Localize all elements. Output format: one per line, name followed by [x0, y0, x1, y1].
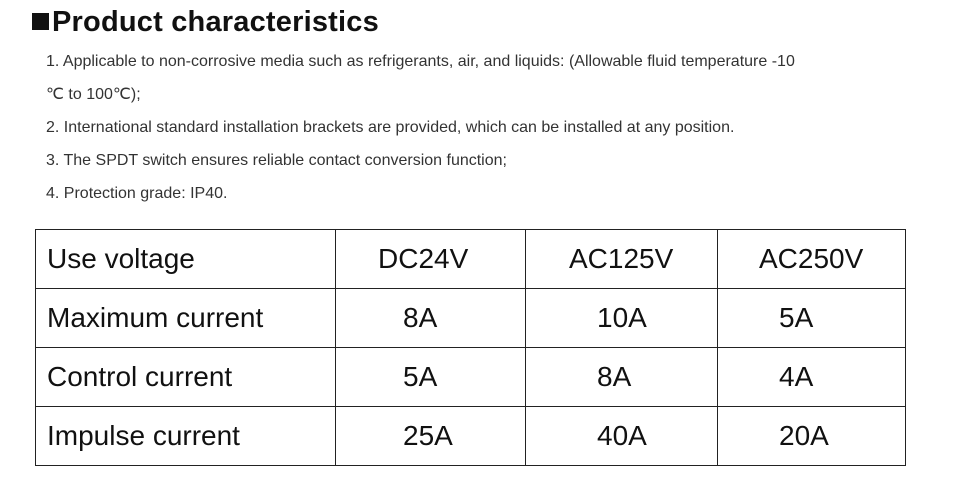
table-cell: 8A — [336, 289, 526, 348]
row-label: Use voltage — [36, 230, 336, 289]
table-cell: 25A — [336, 407, 526, 466]
table-cell: 10A — [526, 289, 718, 348]
table-row-impulse-current — [36, 407, 906, 466]
black-square-bullet-icon — [32, 13, 49, 30]
table-cell: AC250V — [718, 230, 906, 289]
table-cell: 5A — [336, 348, 526, 407]
row-label: Maximum current — [36, 289, 336, 348]
feature-line: 3. The SPDT switch ensures reliable contact conversion function; — [46, 152, 507, 169]
table-cell: 4A — [718, 348, 906, 407]
table-cell: 8A — [526, 348, 718, 407]
row-label: Impulse current — [36, 407, 336, 466]
specification-table — [35, 229, 906, 466]
feature-list — [46, 46, 926, 211]
table-cell: 20A — [718, 407, 906, 466]
feature-line: 1. Applicable to non-corrosive media such as refrigerants, air, and liquids: (Allowable fluid temperature -10 — [46, 53, 795, 70]
table-row-maximum-current — [36, 289, 906, 348]
table-row-control-current — [36, 348, 906, 407]
table-cell: 40A — [526, 407, 718, 466]
section-heading — [32, 6, 379, 39]
section-title: Product characteristics — [52, 6, 379, 38]
table-cell: 5A — [718, 289, 906, 348]
table-row-use-voltage — [36, 230, 906, 289]
row-label: Control current — [36, 348, 336, 407]
feature-line: 2. International standard installation brackets are provided, which can be installed at any position. — [46, 119, 735, 136]
table-cell: DC24V — [336, 230, 526, 289]
feature-line: 4. Protection grade: IP40. — [46, 185, 228, 202]
feature-line: ℃ to 100℃); — [46, 86, 141, 103]
table-cell: AC125V — [526, 230, 718, 289]
